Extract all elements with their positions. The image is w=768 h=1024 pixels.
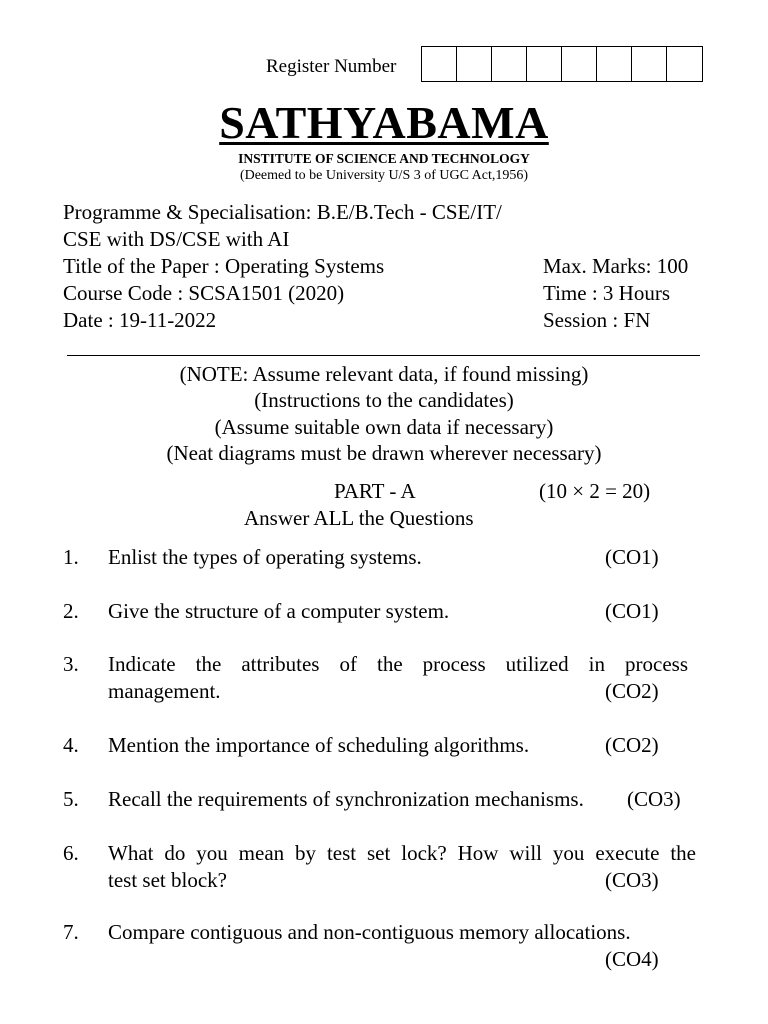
question-text-continued: test set block? xyxy=(108,868,227,892)
register-digit-box xyxy=(562,47,597,81)
register-number-boxes xyxy=(421,46,703,82)
note-instructions: (Instructions to the candidates) xyxy=(254,388,514,412)
exam-date: Date : 19-11-2022 xyxy=(63,308,217,332)
register-number-label: Register Number xyxy=(266,56,397,77)
question-number: 2. xyxy=(63,599,79,623)
institution-deemed-note: (Deemed to be University U/S 3 of UGC Act,1956) xyxy=(239,168,529,183)
course-outcome: (CO2) xyxy=(605,679,659,703)
register-digit-box xyxy=(527,47,562,81)
question-number: 5. xyxy=(63,787,79,811)
course-outcome: (CO1) xyxy=(605,545,659,569)
note-assume-data: (Assume suitable own data if necessary) xyxy=(214,415,554,439)
max-marks: Max. Marks: 100 xyxy=(543,254,689,278)
question-text: Recall the requirements of synchronization mechanisms. xyxy=(108,787,584,811)
question-number: 3. xyxy=(63,652,79,676)
divider-line xyxy=(67,355,700,356)
course-code: Course Code : SCSA1501 (2020) xyxy=(63,281,345,305)
register-digit-box xyxy=(597,47,632,81)
part-heading: PART - A xyxy=(334,479,416,503)
question-text: Indicate the attributes of the process utilized in process xyxy=(108,652,688,676)
question-number: 1. xyxy=(63,545,79,569)
institution-subtitle: INSTITUTE OF SCIENCE AND TECHNOLOGY xyxy=(238,151,530,166)
course-outcome: (CO3) xyxy=(605,868,659,892)
register-digit-box xyxy=(457,47,492,81)
exam-session: Session : FN xyxy=(543,308,651,332)
register-digit-box xyxy=(632,47,667,81)
paper-title: Title of the Paper : Operating Systems xyxy=(63,254,385,278)
question-text: Give the structure of a computer system. xyxy=(108,599,450,623)
note-missing-data: (NOTE: Assume relevant data, if found missing) xyxy=(179,362,589,386)
question-number: 7. xyxy=(63,920,79,944)
institution-name: SATHYABAMA xyxy=(219,97,549,148)
register-digit-box xyxy=(492,47,527,81)
note-diagrams: (Neat diagrams must be drawn wherever necessary) xyxy=(166,441,602,465)
part-marks: (10 × 2 = 20) xyxy=(539,479,651,503)
exam-time: Time : 3 Hours xyxy=(543,281,670,305)
course-outcome: (CO1) xyxy=(605,599,659,623)
programme-line-1: Programme & Specialisation: B.E/B.Tech - CSE/IT/ xyxy=(63,200,502,224)
course-outcome: (CO4) xyxy=(605,947,659,971)
part-instruction: Answer ALL the Questions xyxy=(244,506,474,530)
question-number: 4. xyxy=(63,733,79,757)
question-text: Compare contiguous and non-contiguous memory allocations. xyxy=(108,920,631,944)
programme-line-2: CSE with DS/CSE with AI xyxy=(63,227,290,251)
question-text-continued: management. xyxy=(108,679,221,703)
question-text: Enlist the types of operating systems. xyxy=(108,545,422,569)
question-text: Mention the importance of scheduling algorithms. xyxy=(108,733,530,757)
question-number: 6. xyxy=(63,841,79,865)
register-digit-box xyxy=(422,47,457,81)
question-text: What do you mean by test set lock? How will you execute the xyxy=(108,841,696,865)
register-digit-box xyxy=(667,47,702,81)
course-outcome: (CO3) xyxy=(627,787,681,811)
course-outcome: (CO2) xyxy=(605,733,659,757)
